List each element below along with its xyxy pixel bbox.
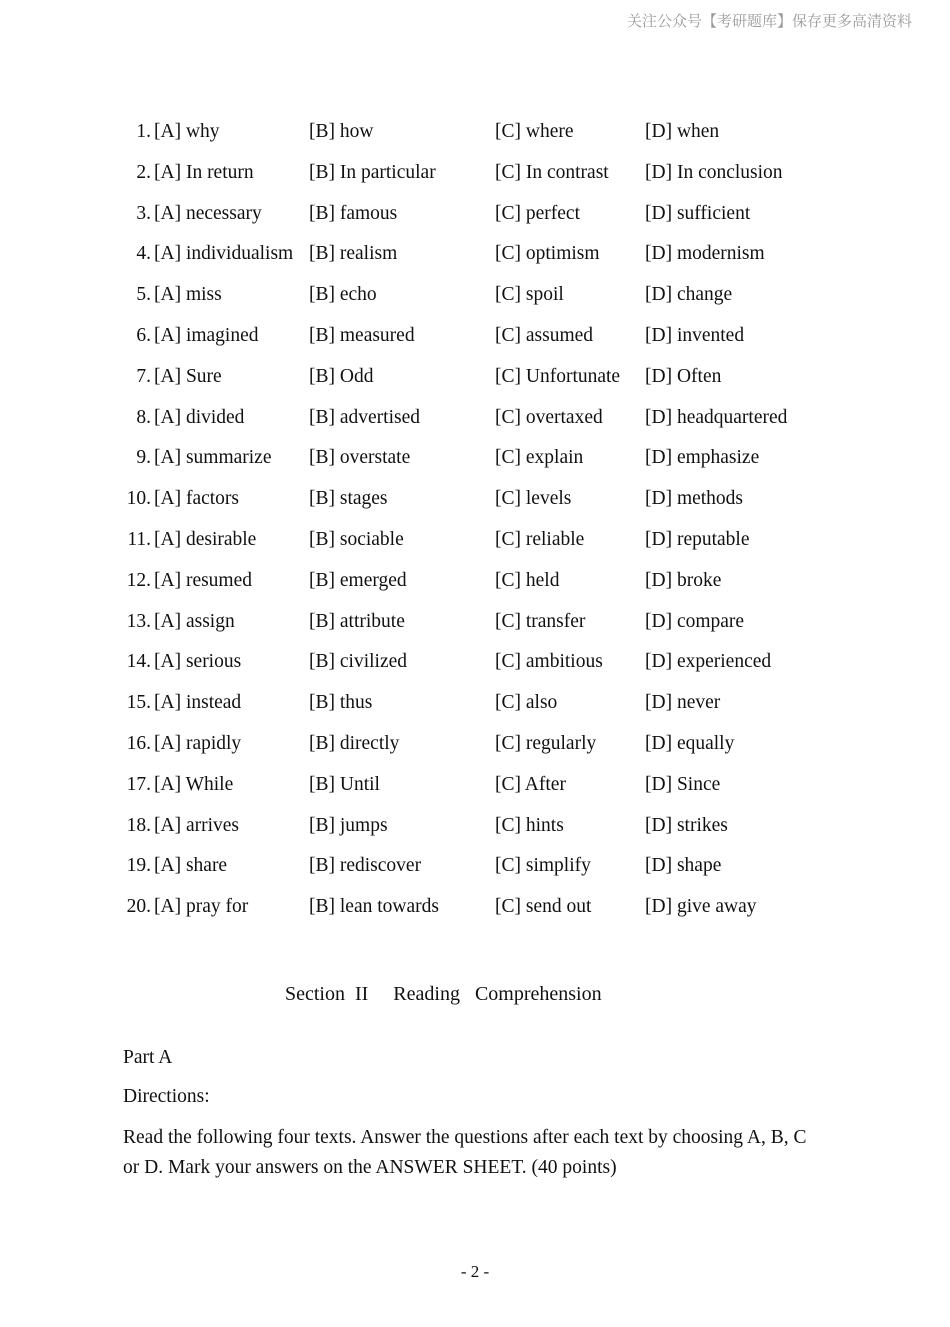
question-number: 6. [136, 324, 151, 346]
option-d: [D] shape [645, 855, 722, 877]
question-number: 13. [126, 610, 151, 632]
question-number: 14. [126, 651, 151, 673]
question-row [118, 685, 838, 726]
option-a: [A] factors [154, 488, 239, 510]
question-number: 5. [136, 284, 151, 306]
option-d: [D] Often [645, 365, 722, 387]
question-row [118, 848, 838, 889]
option-c: [C] also [495, 692, 558, 714]
question-row [118, 155, 838, 196]
option-c: [C] In contrast [495, 161, 609, 183]
option-c: [C] hints [495, 814, 564, 836]
question-row [118, 767, 838, 808]
question-row [118, 440, 838, 481]
option-b: [B] echo [309, 284, 377, 306]
option-c: [C] After [495, 773, 566, 795]
question-number: 4. [136, 243, 151, 265]
part-label: Part A [123, 1047, 173, 1068]
question-number: 11. [127, 528, 151, 550]
option-a: [A] pray for [154, 896, 249, 918]
option-a: [A] necessary [154, 202, 262, 224]
option-d: [D] broke [645, 569, 722, 591]
option-b: [B] civilized [309, 651, 408, 673]
option-b: [B] lean towards [309, 896, 439, 918]
question-number: 12. [126, 569, 151, 591]
option-d: [D] never [645, 692, 721, 714]
option-d: [D] give away [645, 896, 757, 918]
option-c: [C] assumed [495, 324, 594, 346]
option-c: [C] optimism [495, 243, 600, 265]
option-a: [A] serious [154, 651, 242, 673]
option-b: [B] sociable [309, 528, 404, 550]
question-number: 1. [136, 121, 151, 142]
option-b: [B] famous [309, 202, 398, 224]
question-number: 20. [126, 896, 151, 918]
option-c: [C] send out [495, 896, 592, 918]
option-a: [A] rapidly [154, 732, 242, 754]
section-title: Section II Reading Comprehension [285, 983, 602, 1005]
option-a: [A] why [154, 121, 220, 142]
option-b: [B] how [309, 121, 374, 142]
option-c: [C] where [495, 121, 574, 142]
question-row [118, 889, 838, 930]
option-d: [D] equally [645, 732, 735, 754]
option-c: [C] overtaxed [495, 406, 603, 428]
question-number: 16. [126, 732, 151, 754]
option-c: [C] spoil [495, 284, 564, 306]
option-a: [A] summarize [154, 447, 272, 469]
question-row [118, 644, 838, 685]
option-b: [B] emerged [309, 569, 407, 591]
option-d: [D] In conclusion [645, 161, 783, 183]
question-row [118, 563, 838, 604]
question-row [118, 318, 838, 359]
question-number: 9. [136, 447, 151, 469]
option-d: [D] change [645, 284, 733, 306]
option-b: [B] Until [309, 773, 380, 795]
question-number: 18. [126, 814, 151, 836]
question-number: 7. [136, 365, 151, 387]
option-c: [C] reliable [495, 528, 585, 550]
question-number: 10. [126, 488, 151, 510]
option-a: [A] share [154, 855, 228, 877]
question-number: 2. [136, 161, 151, 183]
question-row [118, 808, 838, 849]
question-number: 19. [126, 855, 151, 877]
question-number: 8. [136, 406, 151, 428]
option-b: [B] rediscover [309, 855, 422, 877]
question-row [118, 400, 838, 441]
option-d: [D] modernism [645, 243, 765, 265]
option-a: [A] assign [154, 610, 235, 632]
option-a: [A] resumed [154, 569, 253, 591]
option-c: [C] regularly [495, 732, 597, 754]
option-a: [A] arrives [154, 814, 239, 836]
option-d: [D] emphasize [645, 447, 760, 469]
question-row [118, 236, 838, 277]
option-b: [B] measured [309, 324, 415, 346]
option-b: [B] Odd [309, 365, 374, 387]
option-a: [A] instead [154, 692, 242, 714]
page-number: - 2 - [460, 1262, 490, 1281]
option-c: [C] transfer [495, 610, 586, 632]
option-c: [C] Unfortunate [495, 365, 621, 387]
option-d: [D] reputable [645, 528, 750, 550]
option-c: [C] perfect [495, 202, 580, 224]
option-d: [D] experienced [645, 651, 772, 673]
question-row [118, 522, 838, 563]
option-a: [A] imagined [154, 324, 259, 346]
question-row [118, 481, 838, 522]
question-row [118, 726, 838, 767]
option-b: [B] thus [309, 692, 373, 714]
option-b: [B] overstate [309, 447, 411, 469]
directions-label: Directions: [123, 1086, 210, 1107]
option-d: [D] compare [645, 610, 745, 632]
option-b: [B] jumps [309, 814, 388, 836]
watermark-text: 关注公众号【考研题库】保存更多高清资料 [626, 12, 912, 30]
question-row [118, 604, 838, 645]
question-number: 17. [126, 773, 151, 795]
option-a: [A] divided [154, 406, 245, 428]
question-number: 15. [126, 692, 151, 714]
option-d: [D] invented [645, 324, 745, 346]
option-d: [D] headquartered [645, 406, 788, 428]
option-c: [C] held [495, 569, 560, 591]
option-b: [B] stages [309, 488, 388, 510]
option-c: [C] simplify [495, 855, 591, 877]
question-row [118, 277, 838, 318]
option-a: [A] individualism [154, 243, 294, 265]
option-a: [A] desirable [154, 528, 257, 550]
option-a: [A] While [154, 773, 234, 795]
question-row [118, 359, 838, 400]
question-row [118, 196, 838, 237]
question-number: 3. [136, 202, 151, 224]
option-a: [A] miss [154, 284, 222, 306]
option-d: [D] methods [645, 488, 744, 510]
option-c: [C] explain [495, 447, 584, 469]
option-b: [B] attribute [309, 610, 405, 632]
answer-options-list [118, 114, 838, 930]
option-b: [B] advertised [309, 406, 421, 428]
option-b: [B] directly [309, 732, 400, 754]
option-d: [D] strikes [645, 814, 728, 836]
option-b: [B] In particular [309, 161, 436, 183]
question-row [118, 114, 838, 155]
option-d: [D] when [645, 121, 720, 142]
option-c: [C] levels [495, 488, 572, 510]
option-a: [A] Sure [154, 365, 222, 387]
option-d: [D] Since [645, 773, 721, 795]
option-b: [B] realism [309, 243, 398, 265]
option-c: [C] ambitious [495, 651, 603, 673]
option-d: [D] sufficient [645, 202, 751, 224]
directions-text: Read the following four texts. Answer the questions after each text by choosing A, B, C or D. Mark your answers on the ANSWER SHEET. (40 points) [123, 1127, 807, 1178]
option-a: [A] In return [154, 161, 254, 183]
